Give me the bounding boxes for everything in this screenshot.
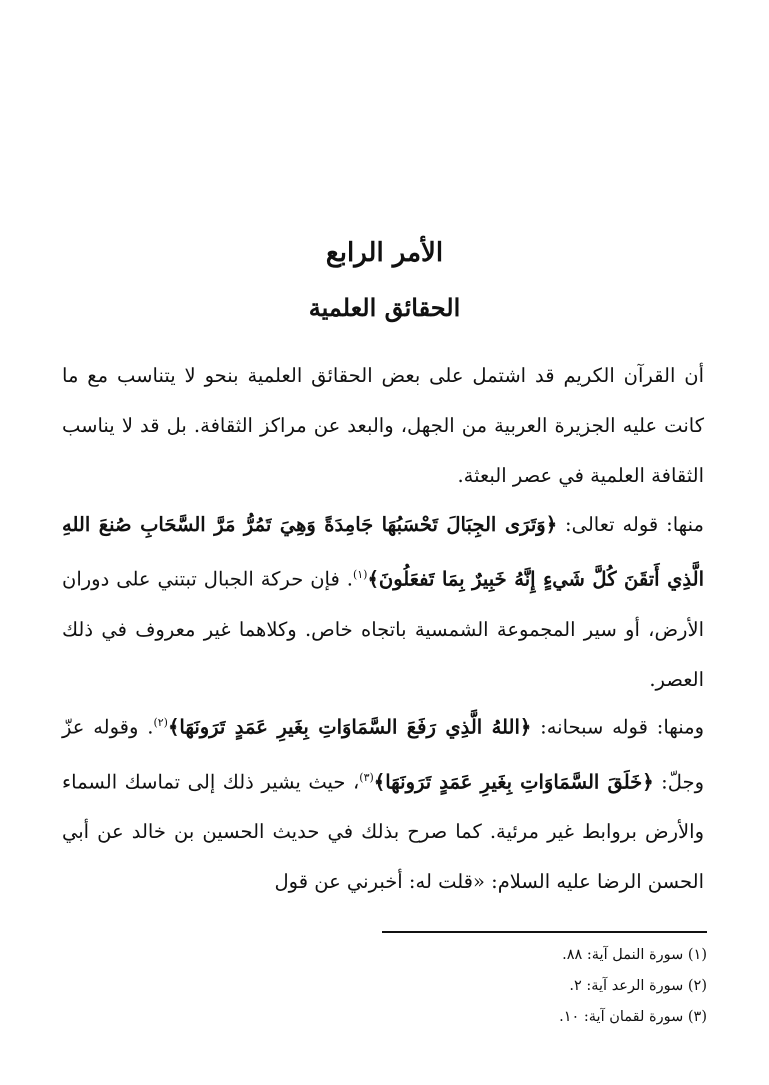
quran-quote: ﴿اللهُ الَّذِي رَفَعَ السَّمَاوَاتِ بِغَيرِ عَمَدٍ تَرَونَهَا﴾ <box>167 715 532 739</box>
footnote-divider <box>382 931 707 933</box>
paragraph-continuation: . فإن حركة الجبال تبتني على دوران الأرض، أو سير المجموعة الشمسية باتجاه خاص. وكلاهما غير معروف في ذلك العصر. <box>62 567 704 691</box>
footnote-ref: (٢) <box>153 716 168 729</box>
quran-quote: ﴿خَلَقَ السَّمَاوَاتِ بِغَيرِ عَمَدٍ تَرَونَهَا﴾ <box>373 770 654 793</box>
paragraph-intro <box>62 351 704 501</box>
paragraph-heavens <box>62 698 704 907</box>
footnote-ref: (١) <box>352 568 368 581</box>
section-subtitle: الحقائق العلمية <box>308 293 461 322</box>
paragraph-continuation: ، حيث يشير ذلك إلى تماسك السماء والأرض بروابط غير مرئية. كما صرح بذلك في حديث الحسين بن خالد عن أبي الحسن الرضا عليه السلام: «قلت له: أخبرني عن قول <box>62 770 704 893</box>
section-title: الأمر الرابع <box>325 238 444 268</box>
footnote-ref: (٣) <box>359 770 374 784</box>
paragraph-text <box>62 698 704 907</box>
paragraph-text <box>62 500 704 705</box>
footnote: (١) سورة النمل آية: ٨٨. <box>562 947 707 963</box>
paragraph-connector: . وقوله عزّ وجلّ: <box>62 715 704 793</box>
paragraph-mountains <box>62 500 704 705</box>
footnote: (٣) سورة لقمان آية: ١٠. <box>559 1009 707 1025</box>
paragraph-text: أن القرآن الكريم قد اشتمل على بعض الحقائق العلمية بنحو لا يتناسب مع ما كانت عليه الجزيرة العربية من الجهل، والبعد عن مراكز الثقافة. بل قد لا يناسب الثقافة العلمية في عصر البعثة. <box>62 364 704 487</box>
footnote: (٢) سورة الرعد آية: ٢. <box>569 978 707 994</box>
paragraph-lead: ومنها: قوله سبحانه: <box>531 715 705 739</box>
footnotes <box>387 940 707 1033</box>
quran-quote: ﴿وَتَرَى الجِبَالَ تَحْسَبُهَا جَامِدَةً وَهِيَ تَمُرُّ مَرَّ السَّحَابِ صُنعَ اللهِ الَّذِي أَتقَنَ كُلَّ شَيءٍ إِنَّهُ خَبِيرٌ بِمَا تَفعَلُونَ﴾ <box>62 513 704 591</box>
paragraph-lead: منها: قوله تعالى: <box>557 513 704 536</box>
